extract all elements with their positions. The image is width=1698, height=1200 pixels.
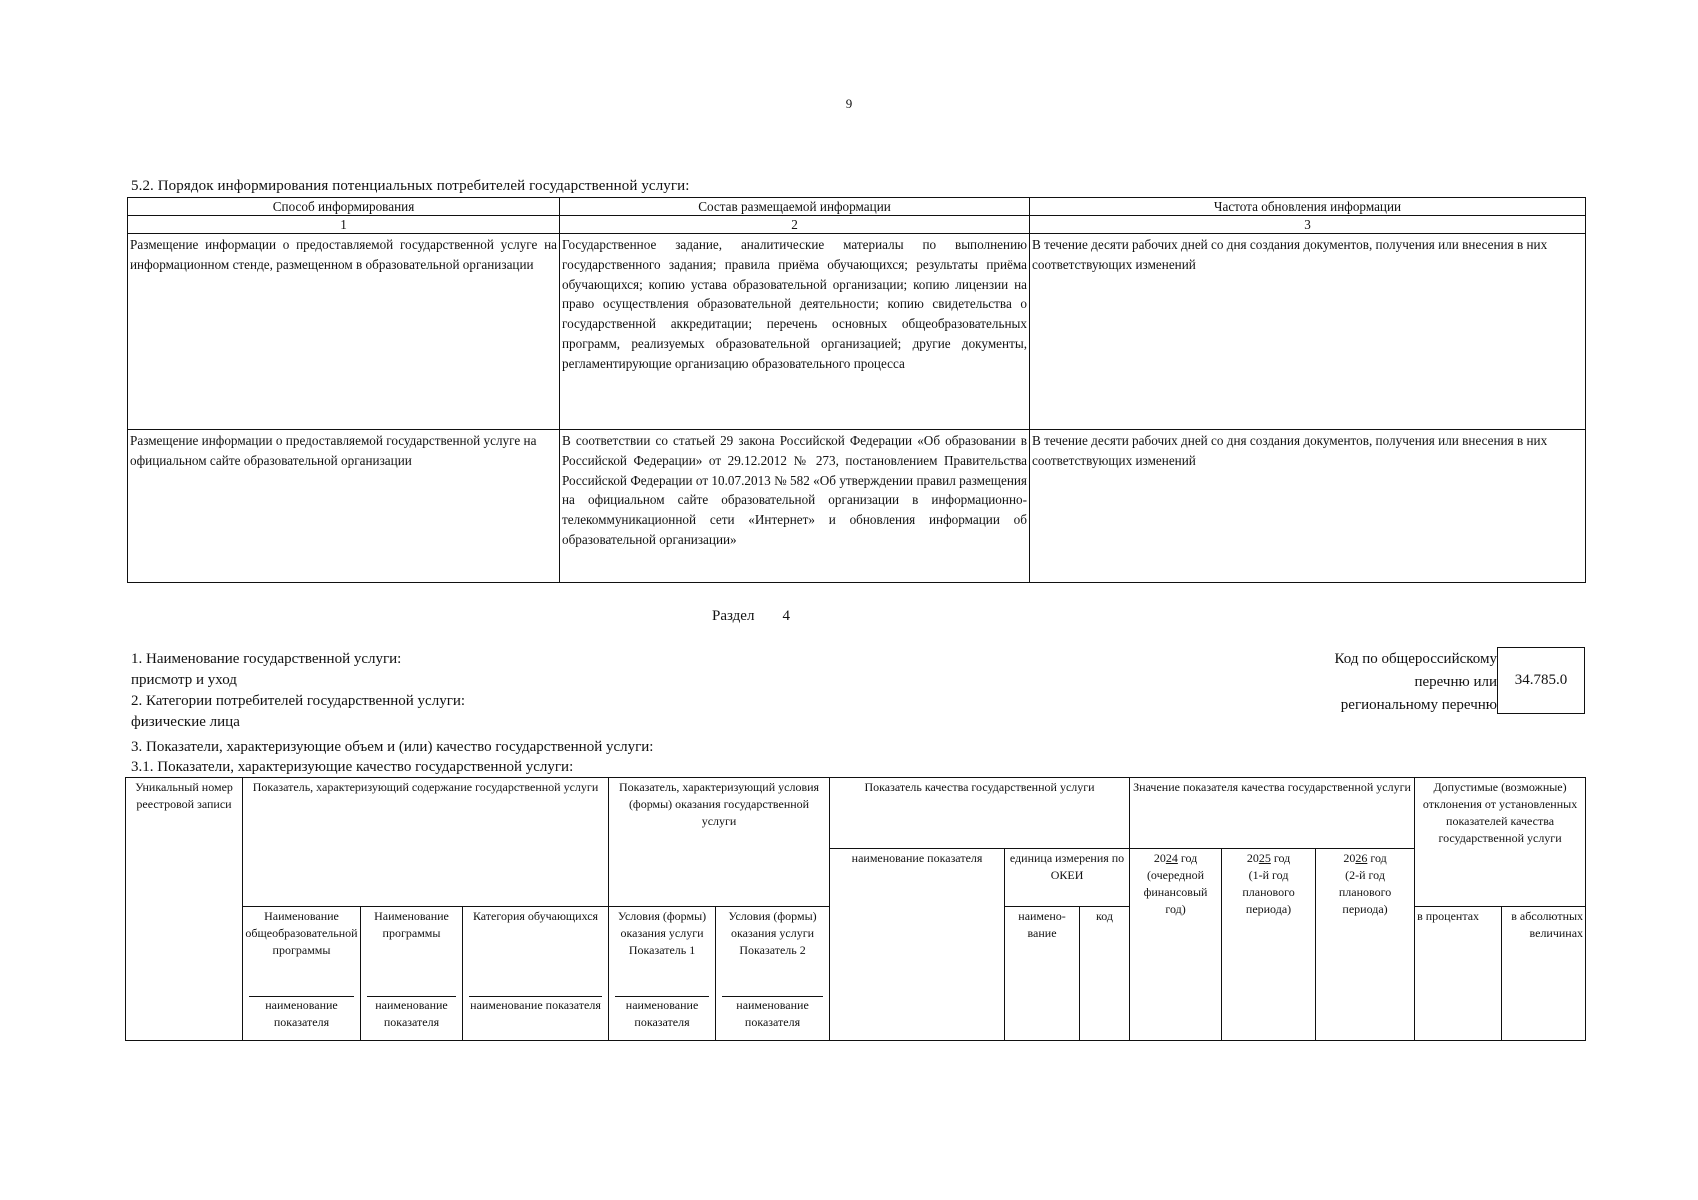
column-header-content: Состав размещаемой информации [560, 198, 1030, 216]
code-label-line: региональному перечню [1340, 697, 1497, 713]
year-prefix: 20 [1153, 850, 1166, 865]
year-3-header [1316, 848, 1415, 1040]
year-word: год [1370, 850, 1387, 865]
consumers-value: физические лица [131, 714, 240, 730]
consumers-label: 2. Категории потребителей государственной услуги: [131, 693, 466, 709]
okei-name-header: наимено-вание [1005, 906, 1080, 1040]
programs-label: Наименование программы [374, 908, 449, 940]
indicator-name-label: наименование показателя [265, 997, 338, 1029]
quality-indicator-header: Показатель качества государственной услуги [830, 778, 1130, 849]
indicators-label: 3. Показатели, характеризующие объем и (или) качество государственной услуги: [131, 739, 654, 755]
service-name-label: 1. Наименование государственной услуги: [131, 651, 402, 667]
quality-indicators-table [125, 777, 1586, 1041]
frequency-cell: В течение десяти рабочих дней со дня создания документов, получения или внесения в них соответствующих изменений [1030, 234, 1586, 430]
content-indicator-header: Показатель, характеризующий содержание государственной услуги [243, 778, 609, 907]
year-1-header [1130, 848, 1222, 1040]
year-3-note: (2-й год планового периода) [1338, 867, 1392, 916]
year-1-note: (очередной финансовый год) [1143, 867, 1208, 916]
indicator-name-label: наименование показателя [375, 997, 448, 1029]
method-cell: Размещение информации о предоставляемой государственной услуге на официальном сайте образовательной организации [128, 430, 560, 583]
frequency-cell: В течение десяти рабочих дней со дня создания документов, получения или внесения в них соответствующих изменений [1030, 430, 1586, 583]
year-2-note: (1-й год планового периода) [1242, 867, 1295, 916]
condition-1-header [609, 906, 716, 1040]
section-label: Раздел [712, 608, 755, 624]
year-3: 26 [1355, 850, 1368, 865]
column-header-method: Способ информирования [128, 198, 560, 216]
table-row [128, 430, 1586, 583]
section-5-2-heading: 5.2. Порядок информирования потенциальных потребителей государственной услуги: [131, 178, 690, 194]
program-name-label: Наименование общеобразовательной программы [245, 908, 358, 957]
okei-code-header: код [1080, 906, 1130, 1040]
indicator-value-header: Значение показателя качества государственной услуги [1130, 778, 1415, 849]
condition-2-label: Условия (формы) оказания услуги Показатель 2 [728, 908, 817, 957]
section-title [712, 608, 790, 625]
unique-number-header: Уникальный номер реестровой записи [126, 778, 243, 1041]
conditions-indicator-header: Показатель, характеризующий условия (формы) оказания государственной услуги [609, 778, 830, 907]
quality-indicators-label: 3.1. Показатели, характеризующие качество государственной услуги: [131, 759, 574, 775]
year-prefix: 20 [1246, 850, 1259, 865]
year-word: год [1273, 850, 1291, 865]
informing-table [127, 197, 1586, 583]
absolute-header: в абсолютных величинах [1502, 906, 1586, 1040]
page-number: 9 [845, 96, 853, 111]
column-number: 3 [1030, 216, 1586, 234]
indicator-name-label: наименование показателя [625, 997, 699, 1029]
student-category-header [463, 906, 609, 1040]
condition-1-label: Условия (формы) оказания услуги Показатель 1 [617, 908, 707, 957]
program-name-header [243, 906, 361, 1040]
year-1: 24 [1165, 850, 1178, 865]
column-number: 2 [560, 216, 1030, 234]
service-name-value: присмотр и уход [131, 672, 237, 688]
indicator-name-label: наименование показателя [736, 997, 809, 1029]
indicator-name-label: наименование показателя [470, 997, 601, 1012]
condition-2-header [716, 906, 830, 1040]
method-cell: Размещение информации о предоставляемой государственной услуге на информационном стенде, размещенном в образовательной организации [128, 234, 560, 430]
programs-header [361, 906, 463, 1040]
content-cell: В соответствии со статьей 29 закона Российской Федерации «Об образовании в Российской Федерации» от 29.12.2012 № 273, постановлением Правительства Российской Федерации от 10.07.2013 № 582 «Об утверждении правил размещения на официальном сайте образовательной организации в информационно-телекоммуникационной сети «Интернет» и обновления информации об образовательной организации» [560, 430, 1030, 583]
registry-code: 34.785.0 [1497, 647, 1585, 714]
code-label-line: Код по общероссийскому [1334, 651, 1497, 667]
year-prefix: 20 [1343, 850, 1356, 865]
indicator-name-header: наименование показателя [830, 848, 1005, 1040]
year-word: год [1180, 850, 1198, 865]
percent-header: в процентах [1415, 906, 1502, 1040]
student-category-label: Категория обучающихся [472, 908, 599, 923]
year-2-header [1222, 848, 1316, 1040]
column-header-frequency: Частота обновления информации [1030, 198, 1586, 216]
code-label-line: перечню или [1414, 674, 1497, 690]
table-row [128, 234, 1586, 430]
content-cell: Государственное задание, аналитические материалы по выполнению государственного задания; правила приёма обучающихся; результаты приёма обучающихся; копию устава образовательной организации; копию лицензии на право осуществления образовательной деятельности; копию свидетельства о государственной аккредитации; перечень основных общеобразовательных программ, реализуемых образовательной организацией; другие документы, регламентирующие организацию образовательного процесса [560, 234, 1030, 430]
section-number: 4 [782, 608, 790, 624]
year-2: 25 [1258, 850, 1271, 865]
okei-unit-header: единица измерения по ОКЕИ [1005, 848, 1130, 906]
deviations-header: Допустимые (возможные) отклонения от установленных показателей качества государственной услуги [1415, 778, 1586, 849]
column-number: 1 [128, 216, 560, 234]
